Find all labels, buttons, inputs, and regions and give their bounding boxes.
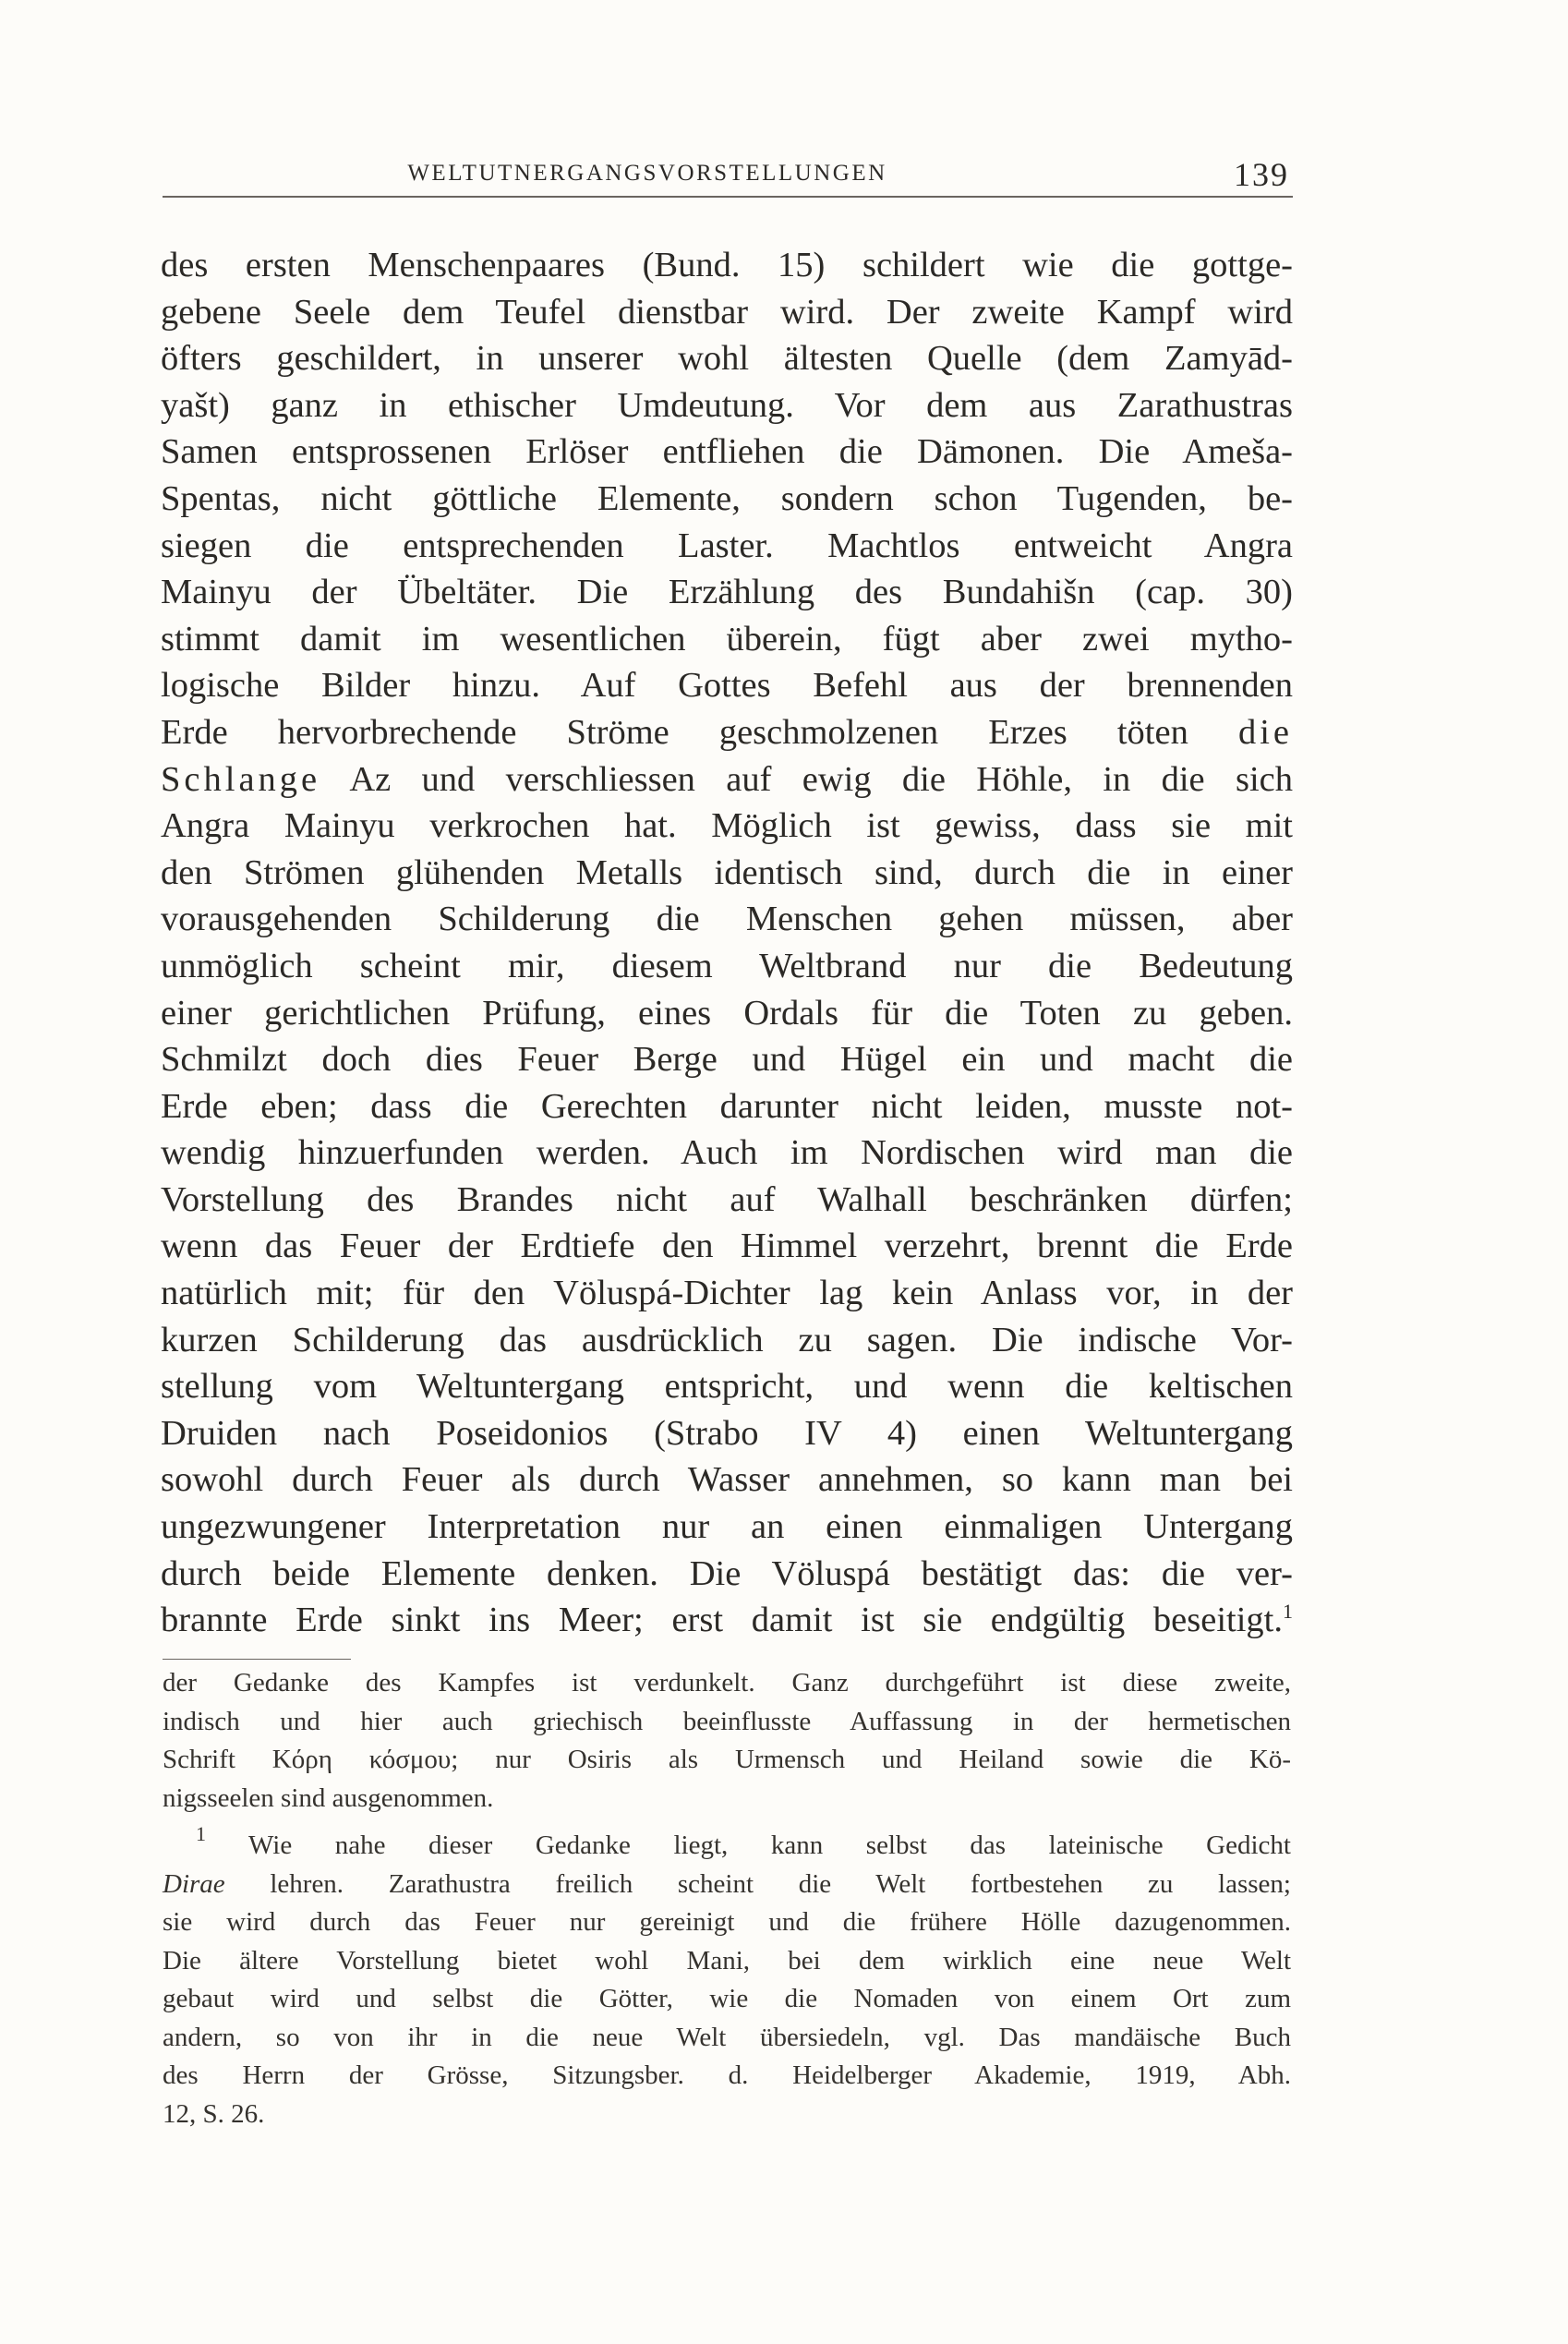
text-line: Schmilzt doch dies Feuer Berge und Hügel ein und macht die xyxy=(161,1040,1293,1080)
text-line: Druiden nach Poseidonios (Strabo IV 4) einen Weltuntergang xyxy=(161,1413,1293,1453)
text-line: stimmt damit im wesentlichen überein, fügt aber zwei mytho- xyxy=(161,619,1293,658)
spaced-word: die xyxy=(1237,712,1294,752)
footnote-separator xyxy=(163,1659,351,1660)
footnote-line: indisch und hier auch griechisch beeinflusste Auffassung in der hermetischen xyxy=(163,1706,1291,1736)
page-number: 139 xyxy=(1234,156,1289,193)
footnote-line: nigsseelen sind ausgenommen. xyxy=(163,1782,494,1813)
text-line: kurzen Schilderung das ausdrücklich zu sagen. Die indische Vor- xyxy=(161,1320,1293,1359)
footnote-line: sie wird durch das Feuer nur gereinigt und die frühere Hölle dazugenommen. xyxy=(163,1907,1291,1937)
text-line xyxy=(161,756,1293,803)
text-segment: brannte Erde sinkt ins Meer; erst damit ist sie endgültig beseitigt. xyxy=(161,1601,1283,1640)
text-line: öfters geschildert, in unserer wohl ältesten Quelle (dem Zamyād- xyxy=(161,339,1293,379)
footnote-reference: 1 xyxy=(1283,1600,1293,1624)
footnote-line: der Gedanke des Kampfes ist verdunkelt. Ganz durchgeführt ist diese zweite, xyxy=(163,1668,1291,1698)
footnote-line: Schrift Κόρη κόσμου; nur Osiris als Urmensch und Heiland sowie die Kö- xyxy=(163,1745,1291,1774)
text-line: stellung vom Weltuntergang entspricht, und wenn die keltischen xyxy=(161,1367,1293,1407)
text-line: natürlich mit; für den Völuspá-Dichter lag kein Anlass vor, in der xyxy=(161,1274,1293,1313)
text-line: des ersten Menschenpaares (Bund. 15) schildert wie die gottge- xyxy=(161,246,1293,284)
text-line: sowohl durch Feuer als durch Wasser annehmen, so kann man bei xyxy=(161,1460,1293,1500)
text-line xyxy=(161,709,1293,756)
running-header xyxy=(163,155,1293,198)
footnote-marker: 1 xyxy=(196,1822,206,1845)
footnote-line: Die ältere Vorstellung bietet wohl Mani, bei dem wirklich eine neue Welt xyxy=(163,1945,1291,1975)
footnote-line: andern, so von ihr in die neue Welt übersiedeln, vgl. Das mandäische Buch xyxy=(163,2022,1291,2052)
text-segment: lehren. Zarathustra freilich scheint die Welt fortbestehen zu lassen; xyxy=(224,1868,1291,1899)
footnote-line xyxy=(163,1822,1291,1866)
main-text xyxy=(161,242,1293,1644)
text-line: yašt) ganz in ethischer Umdeutung. Vor dem aus Zarathustras xyxy=(161,385,1293,425)
running-head-title: WELTUTNERGANGSVORSTELLUNGEN xyxy=(407,161,887,186)
text-segment: Erde hervorbrechende Ströme geschmolzenen Erzes töten xyxy=(161,712,1188,752)
text-line: Vorstellung des Brandes nicht auf Walhall beschränken dürfen; xyxy=(161,1179,1293,1219)
text-segment: Az und verschliessen auf ewig die Höhle, in die sich xyxy=(320,759,1293,799)
italic-title: Dirae xyxy=(163,1868,225,1899)
text-line: gebene Seele dem Teufel dienstbar wird. Der zweite Kampf wird xyxy=(161,292,1293,332)
footnote-line xyxy=(163,1866,1291,1904)
text-line: Spentas, nicht göttliche Elemente, sondern schon Tugenden, be- xyxy=(161,478,1293,518)
text-line: wendig hinzuerfunden werden. Auch im Nordischen wird man die xyxy=(161,1133,1293,1173)
text-line: unmöglich scheint mir, diesem Weltbrand nur die Bedeutung xyxy=(161,946,1293,985)
text-line: vorausgehenden Schilderung die Menschen gehen müssen, aber xyxy=(161,900,1293,939)
text-segment: Wie nahe dieser Gedanke liegt, kann selbst das lateinische Gedicht xyxy=(248,1830,1291,1860)
footnote-gap xyxy=(163,1818,1291,1827)
text-line: Erde eben; dass die Gerechten darunter nicht leiden, musste not- xyxy=(161,1086,1293,1126)
footnote-line: des Herrn der Grösse, Sitzungsber. d. Heidelberger Akademie, 1919, Abh. xyxy=(163,2060,1291,2090)
text-line: Samen entsprossenen Erlöser entfliehen die Dämonen. Die Ameša- xyxy=(161,432,1293,472)
text-line: Angra Mainyu verkrochen hat. Möglich ist gewiss, dass sie mit xyxy=(161,806,1293,846)
text-line: ungezwungener Interpretation nur an einen einmaligen Untergang xyxy=(161,1507,1293,1547)
text-line: wenn das Feuer der Erdtiefe den Himmel verzehrt, brennt die Erde xyxy=(161,1226,1293,1266)
spaced-word: Schlange xyxy=(161,759,321,799)
text-line: siegen die entsprechenden Laster. Machtlos entweicht Angra xyxy=(161,526,1293,565)
footnote-line: gebaut wird und selbst die Götter, wie die Nomaden von einem Ort zum xyxy=(163,1984,1291,2013)
text-line: Mainyu der Übeltäter. Die Erzählung des Bundahišn (cap. 30) xyxy=(161,573,1293,612)
text-line: einer gerichtlichen Prüfung, eines Ordals für die Toten zu geben. xyxy=(161,993,1293,1033)
text-line: logische Bilder hinzu. Auf Gottes Befehl aus der brennenden xyxy=(161,666,1293,706)
text-line: den Strömen glühenden Metalls identisch sind, durch die in einer xyxy=(161,852,1293,892)
text-line: durch beide Elemente denken. Die Völuspá bestätigt das: die ver- xyxy=(161,1553,1293,1593)
footnotes xyxy=(163,1664,1291,2133)
text-line xyxy=(161,1597,1293,1644)
footnote-line: 12, S. 26. xyxy=(163,2098,265,2129)
